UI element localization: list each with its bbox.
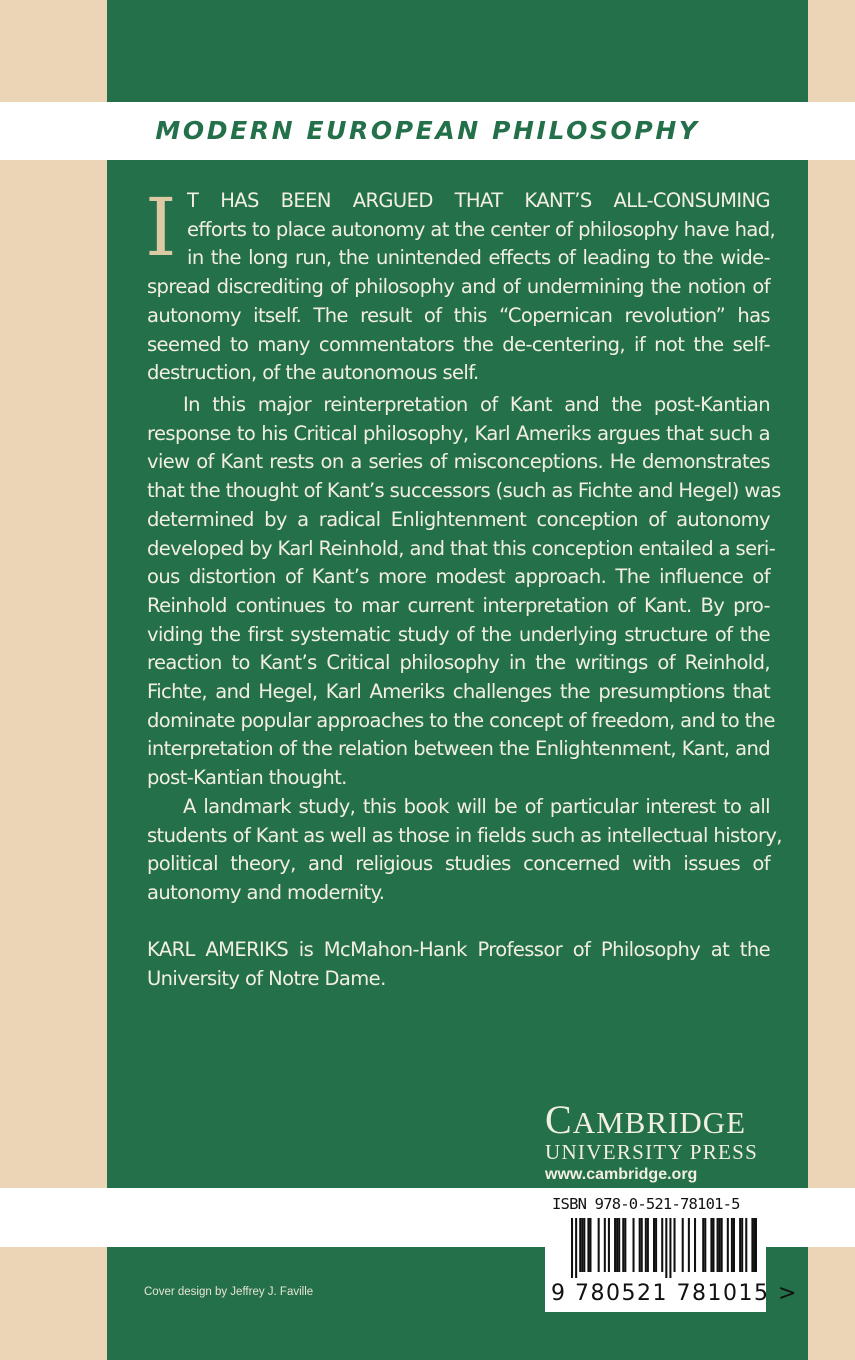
text-line: dominate popular approaches to the concept of freedom, and to the: [147, 708, 775, 732]
text-line: determined by a radical Enlightenment conception of autonomy: [147, 507, 770, 531]
text-line: response to his Critical philosophy, Karl Ameriks argues that such a: [147, 421, 770, 445]
barcode-bar: [674, 1218, 676, 1272]
publisher-logo-name: [545, 1097, 747, 1142]
barcode-bar: [641, 1218, 643, 1272]
barcode-bar: [719, 1218, 721, 1272]
barcode-bar: [614, 1218, 616, 1272]
text-line: viding the first systematic study of the underlying structure of the: [147, 622, 770, 646]
barcode-bar: [751, 1218, 753, 1272]
barcode-bar: [665, 1218, 667, 1278]
text-line: reaction to Kant’s Critical philosophy in the writings of Reinhold,: [147, 651, 770, 675]
text-line: students of Kant as well as those in fields such as intellectual history,: [147, 823, 782, 847]
barcode-bar: [682, 1218, 684, 1272]
barcode-bar: [639, 1218, 641, 1272]
barcode-bar: [731, 1218, 733, 1272]
blurb-paragraph-1: [147, 187, 776, 388]
text-line: in the long run, the unintended effects of leading to the wide-: [187, 246, 770, 270]
barcode-bar: [717, 1218, 719, 1272]
barcode-bar: [688, 1218, 690, 1272]
barcode-bar: [633, 1218, 635, 1272]
text-line: In this major reinterpretation of Kant and the post-Kantian: [183, 393, 770, 416]
barcode-bar: [608, 1218, 610, 1272]
barcode-bar: [581, 1218, 583, 1272]
ean-digits: 9 780521 781015 >: [551, 1281, 798, 1306]
logo-name-rest: AMBRIDGE: [572, 1105, 747, 1140]
blurb-paragraph-3: [147, 793, 782, 908]
barcode-bar: [661, 1218, 663, 1272]
barcode-bar: [622, 1218, 624, 1272]
drop-cap: I: [145, 188, 177, 272]
series-title: MODERN EUROPEAN PHILOSOPHY: [155, 116, 700, 145]
author-bio: [147, 935, 770, 993]
text-line: ous distortion of Kant’s more modest approach. The influence of: [147, 565, 770, 589]
barcode-bar: [583, 1218, 585, 1272]
text-line: view of Kant rests on a series of misconceptions. He demonstrates: [147, 450, 770, 474]
text-line: spread discrediting of philosophy and of undermining the notion of: [147, 275, 770, 299]
barcode-bar: [598, 1218, 600, 1272]
logo-initial: C: [545, 1097, 573, 1142]
barcode-bar: [624, 1218, 626, 1272]
text-line: autonomy itself. The result of this “Copernican revolution” has: [147, 303, 770, 327]
barcode-bar: [645, 1218, 647, 1272]
barcode-bar: [653, 1218, 655, 1272]
text-line: interpretation of the relation between the Enlightenment, Kant, and: [147, 737, 770, 761]
text-line: efforts to place autonomy at the center of philosophy have had,: [187, 217, 776, 241]
barcode-bar: [579, 1218, 581, 1272]
barcode-bar: [753, 1218, 755, 1272]
barcode-bar: [575, 1218, 577, 1278]
barcode-bar: [721, 1218, 723, 1272]
text-line: University of Notre Dame.: [147, 967, 386, 990]
barcode-bars: [557, 1218, 757, 1278]
barcode-bar: [571, 1218, 573, 1278]
barcode-bar: [733, 1218, 735, 1272]
barcode-bar: [739, 1218, 741, 1272]
barcode-bar: [589, 1218, 591, 1272]
text-line: political theory, and religious studies concerned with issues of: [147, 852, 770, 876]
barcode-bar: [756, 1218, 758, 1272]
barcode-bar: [618, 1218, 620, 1272]
barcode-bar: [669, 1218, 671, 1278]
text-line: developed by Karl Reinhold, and that this conception entailed a seri-: [147, 536, 776, 560]
barcode-bar: [710, 1218, 712, 1272]
text-line: KARL AMERIKS is McMahon-Hank Professor of Philosophy at the: [147, 938, 770, 961]
barcode-bar: [604, 1218, 606, 1272]
publisher-url: www.cambridge.org: [545, 1166, 698, 1183]
barcode-bar: [694, 1218, 696, 1272]
text-line: destruction, of the autonomous self.: [147, 361, 479, 385]
isbn-label: ISBN 978-0-521-78101-5: [552, 1195, 740, 1213]
barcode-bar: [712, 1218, 714, 1272]
barcode-bar: [745, 1218, 747, 1272]
text-line: that the thought of Kant’s successors (such as Fichte and Hegel) was: [147, 479, 781, 503]
text-line: Fichte, and Hegel, Karl Ameriks challenges the presumptions that: [147, 680, 770, 704]
barcode-bar: [587, 1218, 589, 1272]
barcode-bar: [655, 1218, 657, 1272]
barcode-bar: [616, 1218, 618, 1272]
text-line: A landmark study, this book will be of particular interest to all: [183, 795, 770, 818]
text-line: T HAS BEEN ARGUED THAT KANT’S ALL-CONSUMING: [187, 189, 770, 212]
barcode-bar: [704, 1218, 706, 1272]
isbn-barcode: [545, 1188, 798, 1312]
text-line: Reinhold continues to mar current interpretation of Kant. By pro-: [147, 593, 770, 617]
barcode-bar: [702, 1218, 704, 1272]
publisher-logo-press: UNIVERSITY PRESS: [545, 1140, 759, 1164]
barcode-bar: [647, 1218, 649, 1272]
barcode-bar: [741, 1218, 743, 1272]
text-line: autonomy and modernity.: [147, 881, 385, 905]
text-line: post-Kantian thought.: [147, 766, 347, 790]
cover-design-credit: Cover design by Jeffrey J. Faville: [144, 1286, 314, 1298]
text-line: seemed to many commentators the de-centering, if not the self-: [147, 332, 770, 356]
barcode-bar: [727, 1218, 729, 1272]
blurb-paragraph-2: [147, 391, 781, 793]
